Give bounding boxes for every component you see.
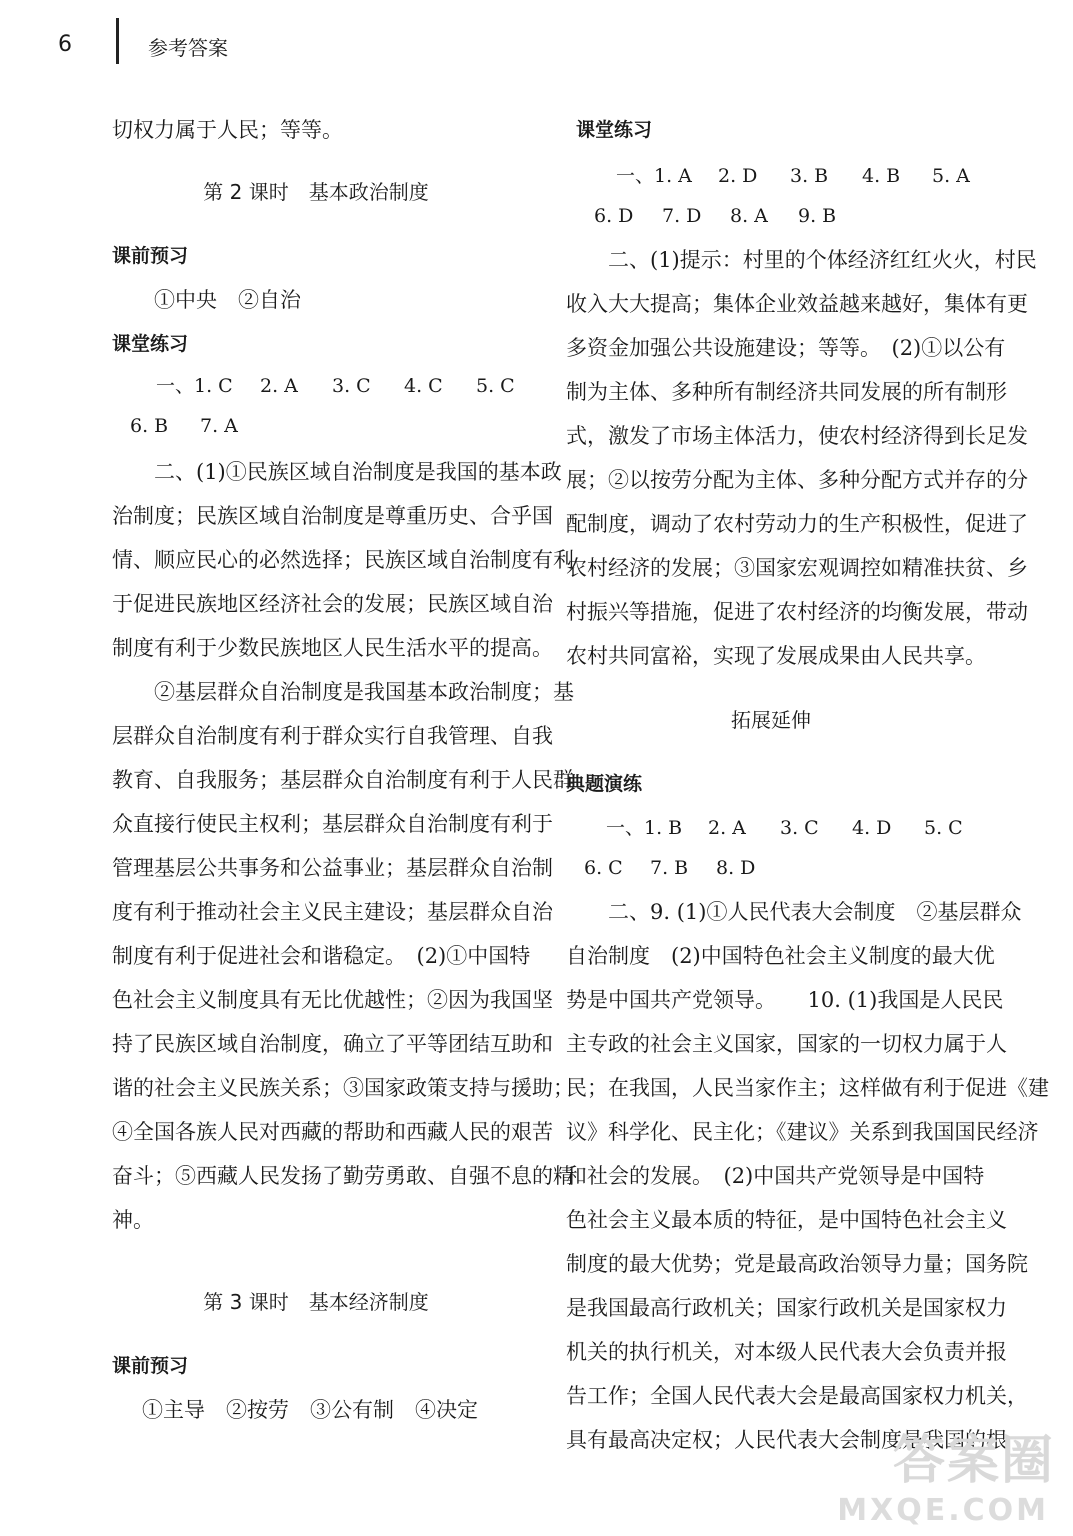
text-line: 谐的社会主义民族关系；③国家政策支持与援助； [112, 1076, 574, 1100]
mc-answer: 7. A [200, 415, 238, 437]
text-line: 展；②以按劳分配为主体、多种分配方式并存的分 [566, 468, 1028, 492]
mc-answer: 2. D [718, 165, 758, 187]
text-line: 告工作；全国人民代表大会是最高国家权力机关， [566, 1384, 1028, 1408]
text-line: 配制度，调动了农村劳动力的生产积极性，促进了 [566, 512, 1028, 536]
pre-study-label: 课前预习 [112, 1355, 189, 1377]
text-line: 制度的最大优势；党是最高政治领导力量；国务院 [566, 1252, 1028, 1276]
mc-answers-row [566, 808, 976, 848]
site-watermark [837, 1418, 1055, 1528]
text-line: 色社会主义制度具有无比优越性；②因为我国坚 [112, 988, 553, 1012]
mc-answers-row [112, 366, 520, 406]
text-line: 机关的执行机关，对本级人民代表大会负责并报 [566, 1340, 1007, 1364]
text-line: 是我国最高行政机关；国家行政机关是国家权力 [566, 1296, 1007, 1320]
class-practice-label: 课堂练习 [112, 333, 189, 355]
mc-answer: 6. B [130, 415, 169, 437]
text-line: 农村共同富裕，实现了发展成果由人民共享。 [566, 644, 986, 668]
mc-answer: 一、1. A [616, 165, 692, 187]
text-line: 教育、自我服务；基层群众自治制度有利于人民群 [112, 768, 574, 792]
text-line: 于促进民族地区经济社会的发展；民族区域自治 [112, 592, 553, 616]
text-line: 管理基层公共事务和公益事业；基层群众自治制 [112, 856, 553, 880]
essay-answer [112, 450, 574, 1242]
mc-answer: 一、1. B [606, 817, 683, 839]
mc-answer: 6. C [584, 857, 623, 879]
mc-answer: 4. C [404, 375, 443, 397]
text-line: 民；在我国，人民当家作主；这样做有利于促进《建 [566, 1076, 1049, 1100]
running-title: 参考答案 [148, 36, 228, 60]
mc-answer: 5. C [924, 817, 963, 839]
class-practice-label: 课堂练习 [576, 119, 653, 141]
mc-answer: 9. B [798, 205, 837, 227]
mc-answers-row [566, 848, 976, 888]
text-line: 主专政的社会主义国家，国家的一切权力属于人 [566, 1032, 1007, 1056]
header-divider [116, 18, 119, 64]
text-line: 层群众自治制度有利于群众实行自我管理、自我 [112, 724, 553, 748]
extension-title: 拓展延伸 [731, 708, 811, 732]
mc-answer: 3. C [332, 375, 371, 397]
mc-answer: 6. D [594, 205, 634, 227]
text-line: 情、顺应民心的必然选择；民族区域自治制度有利 [112, 548, 574, 572]
mc-answer: 3. C [780, 817, 819, 839]
practice-label: 典题演练 [566, 773, 643, 795]
essay-answer [566, 890, 1049, 1462]
text-line: 二、(1)①民族区域自治制度是我国的基本政 [154, 460, 562, 484]
text-line: 和社会的发展。 (2)中国共产党领导是中国特 [566, 1164, 985, 1188]
text-line: 奋斗；⑤西藏人民发扬了勤劳勇敢、自强不息的精 [112, 1164, 574, 1188]
mc-answer: 2. A [260, 375, 298, 397]
text-line: 具有最高决定权；人民代表大会制度是我国的根 [566, 1428, 1007, 1452]
text-line: 治制度；民族区域自治制度是尊重历史、合乎国 [112, 504, 553, 528]
watermark-logo-text: 答案圈 [892, 1431, 1055, 1491]
mc-answer: 8. D [716, 857, 756, 879]
mc-answer: 3. B [790, 165, 829, 187]
text-line: 式，激发了市场主体活力，使农村经济得到长足发 [566, 424, 1028, 448]
text-line: 议》科学化、民主化；《建议》关系到我国国民经济 [566, 1120, 1039, 1144]
pre-study-answers: ①主导 ②按劳 ③公有制 ④决定 [142, 1398, 478, 1422]
text-line: 持了民族区域自治制度，确立了平等团结互助和 [112, 1032, 553, 1056]
lesson-2-title: 第 2 课时 基本政治制度 [203, 180, 429, 204]
mc-answer: 4. B [862, 165, 901, 187]
text-line: 制为主体、多种所有制经济共同发展的所有制形 [566, 380, 1007, 404]
text-line: 度有利于推动社会主义民主建设；基层群众自治 [112, 900, 553, 924]
mc-answer: 7. B [650, 857, 689, 879]
mc-answer: 2. A [708, 817, 746, 839]
continued-text: 切权力属于人民；等等。 [112, 118, 343, 142]
mc-answer: 一、1. C [156, 375, 233, 397]
mc-answer: 7. D [662, 205, 702, 227]
pre-study-answers: ①中央 ②自治 [154, 288, 301, 312]
text-line: ④全国各族人民对西藏的帮助和西藏人民的艰苦 [112, 1120, 553, 1144]
text-line: 收入大大提高；集体企业效益越来越好，集体有更 [566, 292, 1028, 316]
text-line: 色社会主义最本质的特征，是中国特色社会主义 [566, 1208, 1007, 1232]
watermark-url-text: MXQE.COM [837, 1493, 1049, 1528]
text-line: 农村经济的发展；③国家宏观调控如精准扶贫、乡 [566, 556, 1028, 580]
mc-answer: 4. D [852, 817, 892, 839]
essay-answer [566, 238, 1037, 678]
text-line: 势是中国共产党领导。 10. (1)我国是人民民 [566, 988, 1004, 1012]
text-line: 多资金加强公共设施建设；等等。 (2)①以公有 [566, 336, 1006, 360]
left-column [112, 108, 574, 1432]
lesson-3-title: 第 3 课时 基本经济制度 [203, 1290, 429, 1314]
page-number: 6 [58, 32, 72, 57]
right-column [566, 108, 1049, 1462]
text-line: 二、9. (1)①人民代表大会制度 ②基层群众 [608, 900, 1022, 924]
mc-answer: 8. A [730, 205, 768, 227]
text-line: 村振兴等措施，促进了农村经济的均衡发展，带动 [566, 600, 1028, 624]
text-line: 众直接行使民主权利；基层群众自治制度有利于 [112, 812, 553, 836]
mc-answers-row [112, 406, 520, 446]
text-line: 二、(1)提示：村里的个体经济红红火火，村民 [608, 248, 1037, 272]
mc-answers-row [566, 156, 976, 196]
mc-answer: 5. C [476, 375, 515, 397]
text-line: 制度有利于促进社会和谐稳定。 (2)①中国特 [112, 944, 531, 968]
text-line: 自治制度 (2)中国特色社会主义制度的最大优 [566, 944, 995, 968]
text-line: ②基层群众自治制度是我国基本政治制度；基 [154, 680, 574, 704]
text-line: 制度有利于少数民族地区人民生活水平的提高。 [112, 636, 553, 660]
text-line: 神。 [112, 1208, 154, 1232]
pre-study-label: 课前预习 [112, 245, 189, 267]
mc-answers-row [566, 196, 976, 236]
mc-answer: 5. A [932, 165, 970, 187]
